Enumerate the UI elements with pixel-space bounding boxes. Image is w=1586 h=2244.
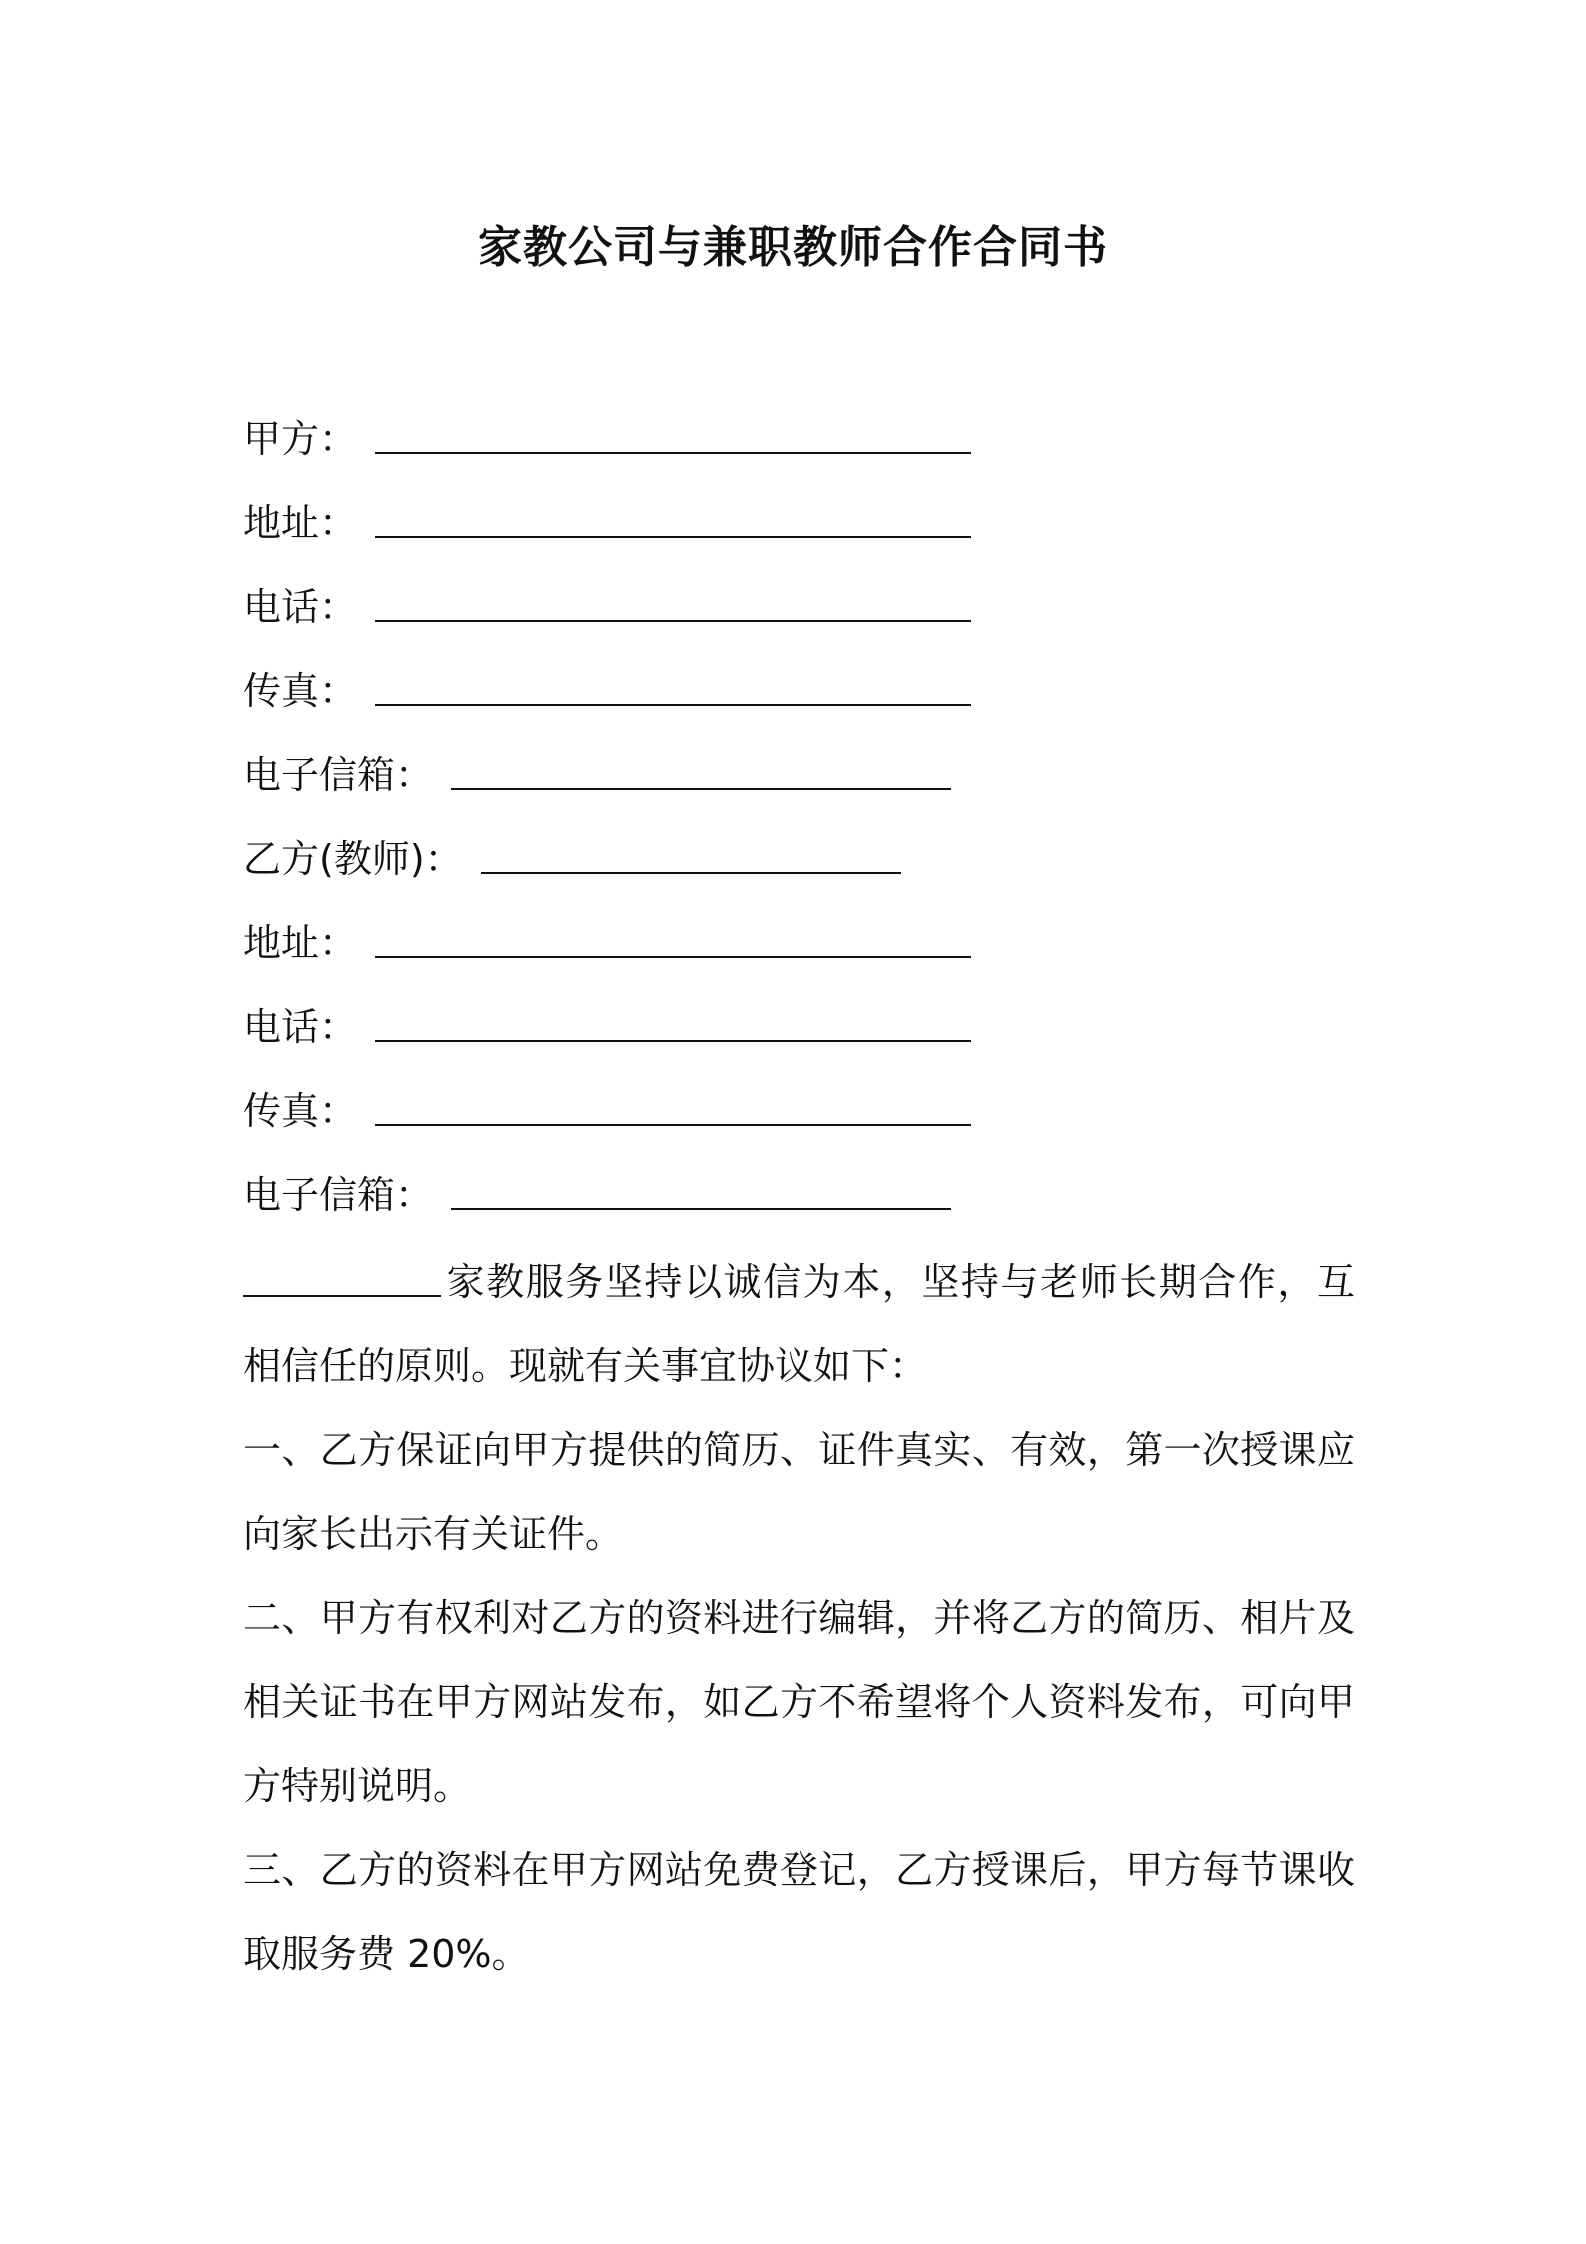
fill-in-blank	[451, 1164, 951, 1210]
party-a-phone-field	[243, 576, 1363, 660]
clause-2: 二、甲方有权利对乙方的资料进行编辑，并将乙方的简历、相片及相关证书在甲方网站发布，如乙方不希望将个人资料发布，可向甲方特别说明。	[243, 1596, 1355, 1808]
field-label: 传真：	[243, 1089, 358, 1133]
document-title: 家教公司与兼职教师合作合同书	[478, 222, 1108, 273]
party-b-phone-field	[243, 996, 1363, 1080]
field-label: 电话：	[243, 585, 358, 629]
party-a-name-field	[243, 408, 1363, 492]
fill-in-blank	[375, 1080, 971, 1126]
fill-in-blank	[375, 912, 971, 958]
fill-in-blank	[481, 828, 901, 874]
party-b-address-field	[243, 912, 1363, 996]
field-label: 地址：	[243, 501, 358, 545]
field-label: 甲方：	[243, 417, 358, 461]
contract-body	[243, 1240, 1355, 1996]
party-a-email-field	[243, 744, 1363, 828]
fill-in-blank	[375, 576, 971, 622]
fill-in-blank	[375, 996, 971, 1042]
party-b-email-field	[243, 1164, 1363, 1248]
field-label: 电子信箱：	[243, 1173, 434, 1217]
party-a-fax-field	[243, 660, 1363, 744]
party-b-fax-field	[243, 1080, 1363, 1164]
field-label: 乙方(教师)：	[243, 837, 463, 881]
field-label: 电子信箱：	[243, 753, 434, 797]
fill-in-blank	[375, 408, 971, 454]
fill-in-blank	[243, 1251, 441, 1297]
clause-1: 一、乙方保证向甲方提供的简历、证件真实、有效，第一次授课应向家长出示有关证件。	[243, 1428, 1355, 1556]
party-a-address-field	[243, 492, 1363, 576]
fill-in-blank	[451, 744, 951, 790]
fill-in-blank	[375, 492, 971, 538]
intro-text: 家教服务坚持以诚信为本，坚持与老师长期合作，互相信任的原则。现就有关事宜协议如下：	[243, 1260, 1355, 1388]
fill-in-blank	[375, 660, 971, 706]
party-info-fields	[243, 408, 1363, 1248]
intro-paragraph	[243, 1240, 1355, 1408]
party-b-name-field	[243, 828, 1363, 912]
clause-3: 三、乙方的资料在甲方网站免费登记，乙方授课后，甲方每节课收取服务费 20%。	[243, 1848, 1355, 1976]
field-label: 地址：	[243, 921, 358, 965]
field-label: 传真：	[243, 669, 358, 713]
field-label: 电话：	[243, 1005, 358, 1049]
